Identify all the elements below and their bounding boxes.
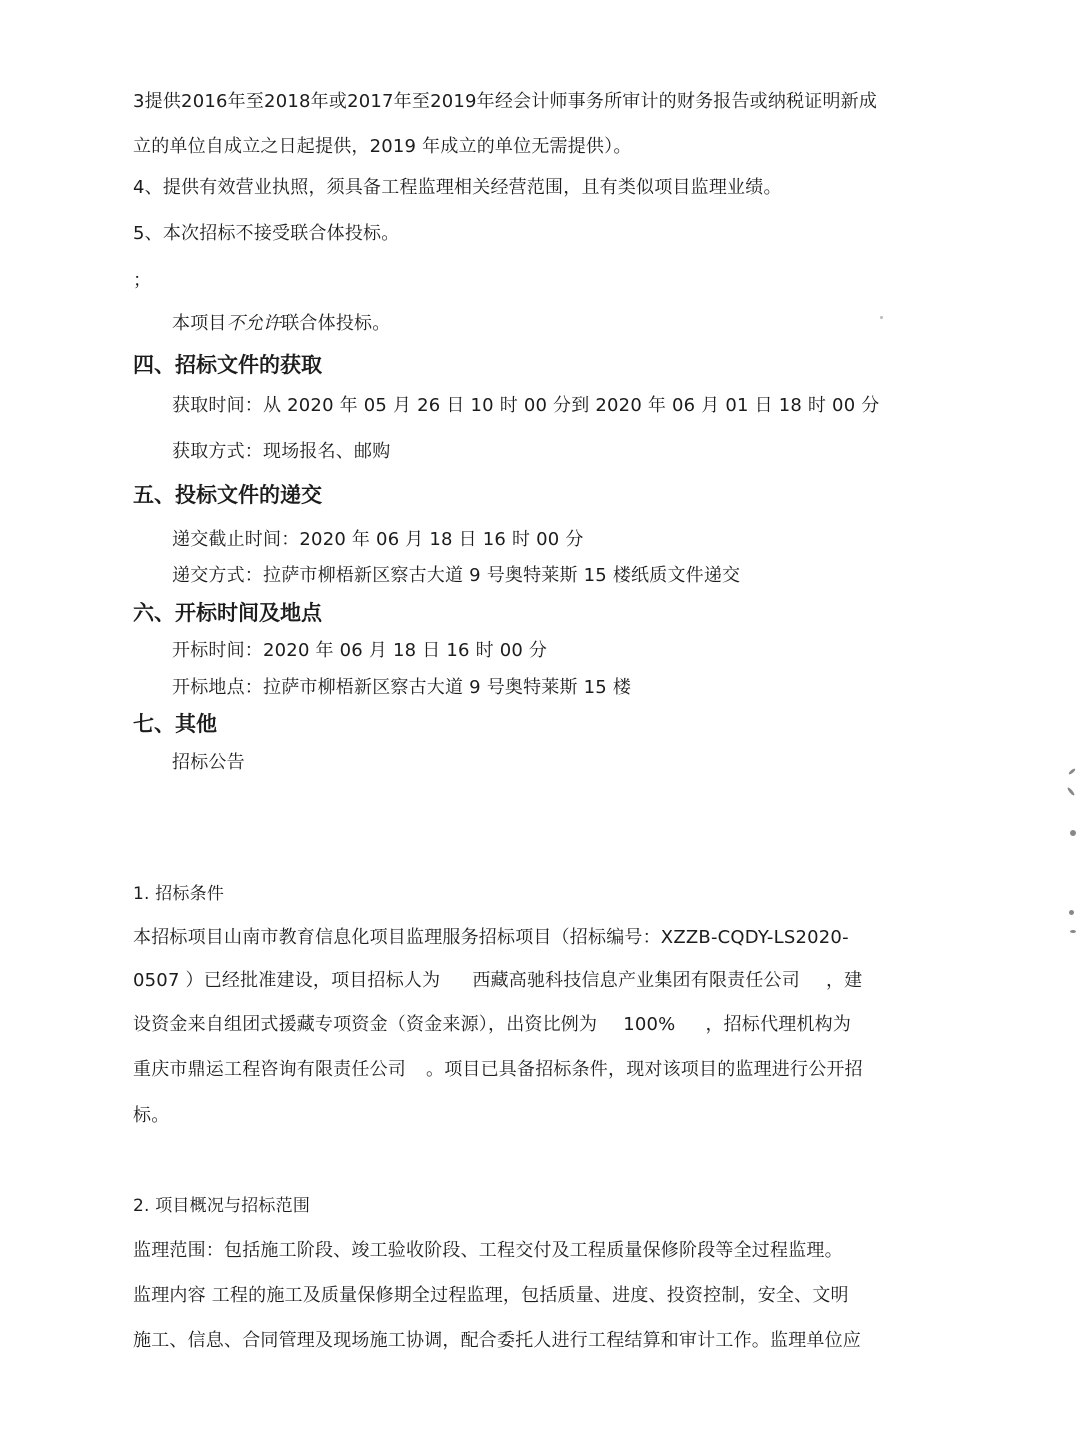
conditions-line-2-c: ，建 [825,970,863,991]
tenderer-name: 西藏高驰科技信息产业集团有限责任公司 [472,970,800,991]
conditions-line-1: 本招标项目山南市教育信息化项目监理服务招标项目（招标编号：XZZB-CQDY-LS2020- [133,927,849,948]
overview-line-1: 监理范围：包括施工阶段、竣工验收阶段、工程交付及工程质量保修阶段等全过程监理。 [133,1240,843,1261]
conditions-line-4 [133,1057,863,1083]
funding-ratio: 100% [623,1014,676,1035]
section-4-title: 四、招标文件的获取 [133,352,322,377]
opening-time: 开标时间：2020 年 06 月 18 日 16 时 00 分 [172,640,548,661]
scan-artifact [1068,768,1076,775]
intro-line-1: 3提供2016年至2018年或2017年至2019年经会计师事务所审计的财务报告或纳税证明新成 [133,91,878,112]
scan-artifact [1067,787,1076,797]
scan-artifact [880,316,883,319]
section-6-title: 六、开标时间及地点 [133,600,322,625]
stray-semicolon: ； [133,270,152,291]
conditions-title: 1. 招标条件 [133,884,225,904]
scan-artifact [1069,910,1074,915]
conditions-line-4-b: 。项目已具备招标条件，现对该项目的监理进行公开招 [426,1059,863,1080]
section-5-title: 五、投标文件的递交 [133,482,322,507]
opening-place: 开标地点：拉萨市柳梧新区察古大道 9 号奥特莱斯 15 楼 [172,677,632,698]
joint-bid-status: 不允许 [226,313,282,334]
intro-line-2: 立的单位自成立之日起提供，2019 年成立的单位无需提供）。 [133,136,632,157]
other-note: 招标公告 [172,752,245,773]
conditions-line-5: 标。 [133,1105,170,1126]
conditions-line-2 [133,968,862,994]
doc-acquire-time: 获取时间：从 2020 年 05 月 26 日 10 时 00 分到 2020 年 06 月 01 日 18 时 00 分 [172,395,880,416]
joint-bid-prefix: 本项目 [172,313,227,334]
conditions-line-3 [133,1012,851,1038]
overview-line-2: 监理内容 工程的施工及质量保修期全过程监理，包括质量、进度、投资控制，安全、文明 [133,1285,849,1306]
overview-title: 2. 项目概况与招标范围 [133,1196,311,1216]
submission-method: 递交方式：拉萨市柳梧新区察古大道 9 号奥特莱斯 15 楼纸质文件递交 [172,565,741,586]
overview-line-3: 施工、信息、合同管理及现场施工协调，配合委托人进行工程结算和审计工作。监理单位应 [133,1330,861,1351]
requirement-4: 4、提供有效营业执照，须具备工程监理相关经营范围，且有类似项目监理业绩。 [133,177,782,198]
conditions-line-3-c: ，招标代理机构为 [705,1014,852,1035]
section-7-title: 七、其他 [133,711,217,736]
conditions-line-2-a: 0507 ）已经批准建设，项目招标人为 [133,970,441,991]
submission-deadline: 递交截止时间：2020 年 06 月 18 日 16 时 00 分 [172,529,584,550]
agency-name: 重庆市鼎运工程咨询有限责任公司 [133,1059,406,1080]
scan-artifact [1070,830,1076,836]
joint-bid-line [172,311,390,337]
scan-artifact [1070,930,1076,933]
doc-acquire-method: 获取方式：现场报名、邮购 [172,441,391,462]
requirement-5: 5、本次招标不接受联合体投标。 [133,223,400,244]
joint-bid-suffix: 联合体投标。 [281,313,391,334]
conditions-line-3-a: 设资金来自组团式援藏专项资金（资金来源），出资比例为 [133,1014,598,1035]
